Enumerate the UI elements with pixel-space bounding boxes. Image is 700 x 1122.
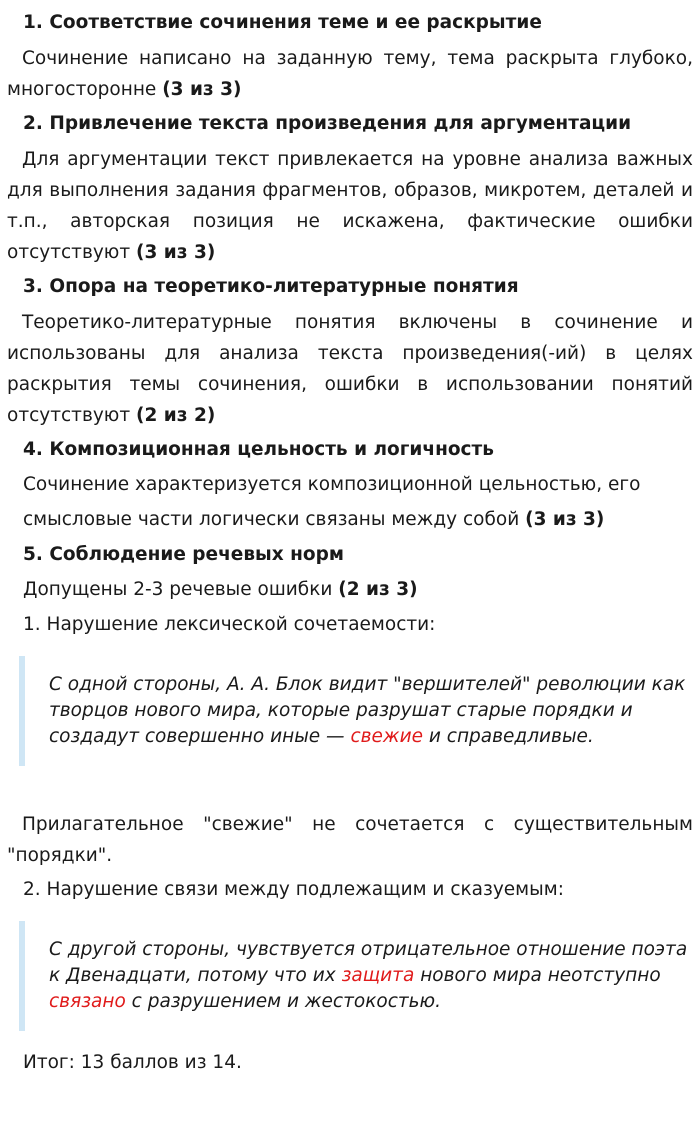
criterion-2-description: Для аргументации текст привлекается на уровне анализа важных для выполнения задания фрагментов, образов, микротем, деталей и т.п., авторская позиция не искажена, фактические ошибки отсутствуют	[7, 149, 693, 263]
summary-total: Итог: 13 баллов из 14.	[23, 1052, 242, 1073]
criterion-4-line-1: Сочинение характеризуется композиционной цельностью, его	[23, 474, 641, 495]
criterion-4-title: 4. Композиционная цельность и логичность	[23, 439, 494, 460]
error-1-quote-end: и справедливые.	[422, 726, 594, 747]
criterion-5-text	[23, 579, 418, 601]
criterion-1-title: 1. Соответствие сочинения теме и ее раскрытие	[23, 12, 542, 33]
criterion-3-score: (2 из 2)	[136, 405, 216, 426]
criterion-2-title: 2. Привлечение текста произведения для аргументации	[23, 113, 632, 134]
error-2-highlight-subject: защита	[341, 965, 415, 986]
criterion-3-title: 3. Опора на теоретико-литературные понятия	[23, 276, 519, 297]
criterion-5-description: Допущены 2-3 речевые ошибки	[23, 579, 333, 600]
error-1-highlight: свежие	[350, 726, 423, 747]
criterion-4-description: смысловые части логически связаны между собой	[23, 509, 520, 530]
criterion-1-description: Сочинение написано на заданную тему, тема раскрыта глубоко, многосторонне	[7, 48, 693, 100]
error-1-quote-text	[49, 672, 689, 750]
error-1-quote	[19, 656, 689, 766]
error-2-quote-middle: нового мира неотступно	[414, 965, 661, 986]
criterion-4-line-2	[23, 509, 604, 531]
error-2-quote-text	[49, 937, 689, 1015]
error-1-quote-start: С одной стороны, А. А. Блок видит "вершителей" революции как творцов нового мира, которые разрушат старые порядки и создадут совершенно иные —	[49, 674, 686, 747]
criterion-1-text	[7, 43, 693, 105]
error-2-quote-start: С другой стороны, чувствуется отрицательное отношение поэта к Двенадцати, потому что их	[49, 939, 688, 986]
error-2-highlight-predicate: связано	[49, 991, 126, 1012]
criterion-2-text	[7, 144, 693, 268]
error-1-comment: Прилагательное "свежие" не сочетается с существительным "порядки".	[7, 814, 693, 866]
error-2-label: 2. Нарушение связи между подлежащим и сказуемым:	[23, 879, 564, 900]
criterion-3-description: Теоретико-литературные понятия включены в сочинение и использованы для анализа текста произведения(-ий) в целях раскрытия темы сочинения, ошибки в использовании понятий отсутствуют	[7, 312, 693, 426]
criterion-5-title: 5. Соблюдение речевых норм	[23, 544, 345, 565]
criterion-3-text	[7, 307, 693, 431]
error-1-label: 1. Нарушение лексической сочетаемости:	[23, 614, 436, 635]
error-2-quote-end: с разрушением и жестокостью.	[125, 991, 442, 1012]
error-2-quote	[19, 921, 689, 1031]
criterion-5-score: (2 из 3)	[338, 579, 418, 600]
criterion-4-score: (3 из 3)	[525, 509, 605, 530]
criterion-1-score: (3 из 3)	[162, 79, 242, 100]
criterion-2-score: (3 из 3)	[136, 242, 216, 263]
